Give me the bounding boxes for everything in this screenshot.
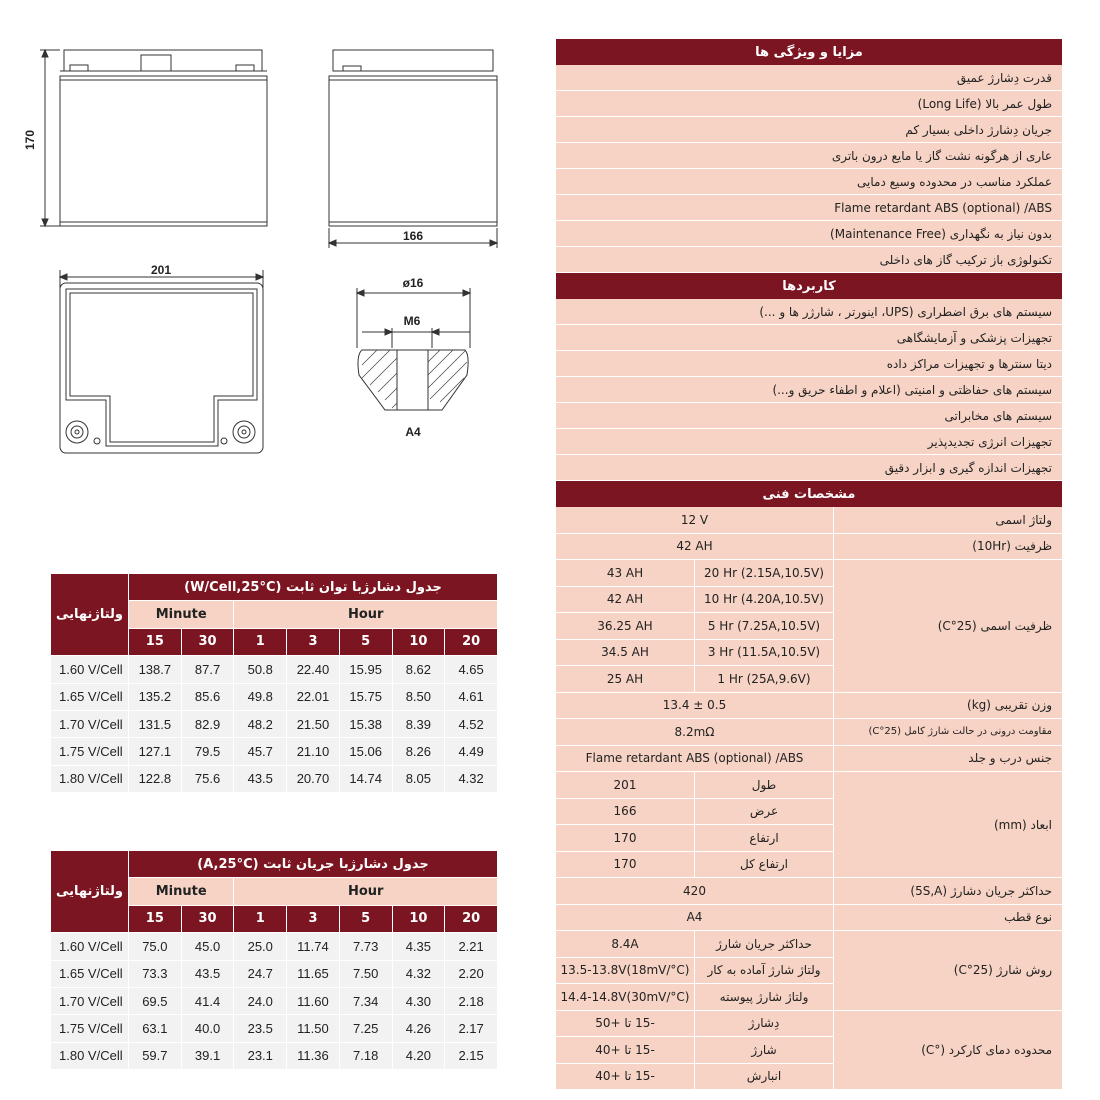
value-cell: 82.9 xyxy=(181,710,234,737)
value-cell: 131.5 xyxy=(129,710,182,737)
application-item: دیتا سنترها و تجهیزات مراکز داده xyxy=(556,351,1062,377)
rated-capacity-value: 25 AH xyxy=(556,666,694,692)
rated-capacity-value: 34.5 AH xyxy=(556,640,694,666)
rated-capacity-rate: 20 Hr (2.15A,10.5V) xyxy=(695,560,833,586)
terminal-detail-drawing xyxy=(357,288,470,410)
table-row xyxy=(51,933,498,960)
dimension-value: 201 xyxy=(556,772,694,798)
value-cell: 45.7 xyxy=(234,738,287,765)
value-cell: 43.5 xyxy=(181,960,234,987)
dimension-name: ارتفاع کل xyxy=(695,852,833,878)
temperature-range: -15 تا +50 xyxy=(556,1011,694,1037)
nominal-voltage-label: ولتاژ اسمی xyxy=(834,507,1062,533)
value-cell: 4.61 xyxy=(445,683,498,710)
hour-header: Hour xyxy=(234,878,498,905)
specs-grid xyxy=(556,507,1062,1089)
value-cell: 15.95 xyxy=(339,656,392,683)
case-label: جنس درب و جلد xyxy=(834,746,1062,772)
value-cell: 11.50 xyxy=(287,1015,340,1042)
value-cell: 7.18 xyxy=(339,1042,392,1069)
case-value: Flame retardant ABS (optional) /ABS xyxy=(556,746,833,772)
end-voltage-cell: 1.70 V/Cell xyxy=(51,987,129,1014)
value-cell: 4.32 xyxy=(392,960,445,987)
capacity-value: 42 AH xyxy=(556,534,833,560)
table-row xyxy=(51,683,498,710)
end-voltage-header: ولتاژنهایی xyxy=(51,574,129,656)
column-header: 20 xyxy=(445,905,498,932)
value-cell: 7.73 xyxy=(339,933,392,960)
rated-capacity-rate: 5 Hr (7.25A,10.5V) xyxy=(695,613,833,639)
features-title: مزایا و ویژگی ها xyxy=(556,39,1062,65)
depth-label: 166 xyxy=(402,229,424,243)
column-header: 10 xyxy=(392,905,445,932)
value-cell: 49.8 xyxy=(234,683,287,710)
charge-param-value: 14.4-14.8V(30mV/°C) xyxy=(556,984,694,1010)
value-cell: 73.3 xyxy=(129,960,182,987)
rated-capacity-value: 42 AH xyxy=(556,587,694,613)
column-header: 3 xyxy=(287,905,340,932)
value-cell: 69.5 xyxy=(129,987,182,1014)
features-list xyxy=(556,65,1062,273)
value-cell: 50.8 xyxy=(234,656,287,683)
value-cell: 40.0 xyxy=(181,1015,234,1042)
dimension-name: عرض xyxy=(695,799,833,825)
dimensions-label: ابعاد (mm) xyxy=(834,772,1062,877)
value-cell: 8.62 xyxy=(392,656,445,683)
end-voltage-cell: 1.75 V/Cell xyxy=(51,1015,129,1042)
terminal-hatching xyxy=(362,350,467,408)
value-cell: 22.40 xyxy=(287,656,340,683)
weight-value: 13.4 ± 0.5 xyxy=(556,693,833,719)
temperature-label: محدوده دمای کارکرد (°C) xyxy=(834,1011,1062,1090)
value-cell: 15.38 xyxy=(339,710,392,737)
value-cell: 63.1 xyxy=(129,1015,182,1042)
minute-header: Minute xyxy=(129,878,234,905)
minute-header: Minute xyxy=(129,601,234,628)
application-item: تجهیزات پزشکی و آزمایشگاهی xyxy=(556,325,1062,351)
charge-param-name: ولتاژ شارژ آماده به کار xyxy=(695,958,833,984)
end-voltage-header: ولتاژنهایی xyxy=(51,851,129,933)
table-row xyxy=(51,1042,498,1069)
weight-label: وزن تقریبی (kg) xyxy=(834,693,1062,719)
rated-capacity-label: ظرفیت اسمی (25°C) xyxy=(834,560,1062,692)
value-cell: 135.2 xyxy=(129,683,182,710)
feature-item: Flame retardant ABS (optional) /ABS xyxy=(556,195,1062,221)
value-cell: 4.52 xyxy=(445,710,498,737)
column-header: 15 xyxy=(129,628,182,655)
value-cell: 4.35 xyxy=(392,933,445,960)
feature-item: عملکرد مناسب در محدوده وسیع دمایی xyxy=(556,169,1062,195)
table-row xyxy=(51,987,498,1014)
front-view-drawing xyxy=(60,50,267,226)
table-title: جدول دشارژبا توان ثابت (W/Cell,25°C) xyxy=(129,574,498,601)
temperature-mode: شارژ xyxy=(695,1037,833,1063)
terminal-label: نوع قطب xyxy=(834,905,1062,931)
column-header: 1 xyxy=(234,628,287,655)
column-header: 1 xyxy=(234,905,287,932)
end-voltage-cell: 1.80 V/Cell xyxy=(51,1042,129,1069)
value-cell: 15.06 xyxy=(339,738,392,765)
value-cell: 4.32 xyxy=(445,765,498,792)
value-cell: 138.7 xyxy=(129,656,182,683)
value-cell: 8.05 xyxy=(392,765,445,792)
value-cell: 127.1 xyxy=(129,738,182,765)
value-cell: 15.75 xyxy=(339,683,392,710)
application-item: سیستم های مخابراتی xyxy=(556,403,1062,429)
value-cell: 8.26 xyxy=(392,738,445,765)
column-header: 30 xyxy=(181,628,234,655)
value-cell: 4.26 xyxy=(392,1015,445,1042)
application-item: تجهیزات انرژی تجدیدپذیر xyxy=(556,429,1062,455)
feature-item: تکنولوژی باز ترکیب گاز های داخلی xyxy=(556,247,1062,273)
table-title: جدول دشارژبا جریان ثابت (A,25°C) xyxy=(129,851,498,878)
value-cell: 39.1 xyxy=(181,1042,234,1069)
value-cell: 7.25 xyxy=(339,1015,392,1042)
dimension-value: 170 xyxy=(556,852,694,878)
max-current-label: حداکثر جریان دشارژ (5S,A) xyxy=(834,878,1062,904)
value-cell: 4.65 xyxy=(445,656,498,683)
end-voltage-cell: 1.65 V/Cell xyxy=(51,960,129,987)
value-cell: 8.39 xyxy=(392,710,445,737)
applications-list xyxy=(556,299,1062,481)
terminal-diameter-label: ø16 xyxy=(402,276,424,290)
value-cell: 11.65 xyxy=(287,960,340,987)
rated-capacity-value: 36.25 AH xyxy=(556,613,694,639)
feature-item: قدرت دِشارژ عمیق xyxy=(556,65,1062,91)
charge-param-name: ولتاژ شارژ پیوسته xyxy=(695,984,833,1010)
value-cell: 23.5 xyxy=(234,1015,287,1042)
technical-drawings xyxy=(0,0,540,470)
dimension-name: ارتفاع xyxy=(695,825,833,851)
value-cell: 87.7 xyxy=(181,656,234,683)
capacity-label: ظرفیت (10Hr) xyxy=(834,534,1062,560)
resistance-label: مقاومت درونی در حالت شارژ کامل (25°C) xyxy=(834,719,1062,745)
feature-item: طول عمر بالا (Long Life) xyxy=(556,91,1062,117)
feature-item: عاری از هرگونه نشت گاز یا مایع درون باتری xyxy=(556,143,1062,169)
nominal-voltage-value: 12 V xyxy=(556,507,833,533)
spec-panel xyxy=(556,39,1062,1089)
height-label: 170 xyxy=(23,129,37,151)
column-header: 10 xyxy=(392,628,445,655)
value-cell: 85.6 xyxy=(181,683,234,710)
terminal-thread-label: M6 xyxy=(403,314,421,328)
end-voltage-cell: 1.60 V/Cell xyxy=(51,656,129,683)
value-cell: 2.18 xyxy=(445,987,498,1014)
value-cell: 122.8 xyxy=(129,765,182,792)
dimension-value: 170 xyxy=(556,825,694,851)
rated-capacity-rate: 1 Hr (25A,9.6V) xyxy=(695,666,833,692)
column-header: 5 xyxy=(339,905,392,932)
end-voltage-cell: 1.80 V/Cell xyxy=(51,765,129,792)
hour-header: Hour xyxy=(234,601,498,628)
table-row xyxy=(51,1015,498,1042)
value-cell: 4.30 xyxy=(392,987,445,1014)
value-cell: 4.20 xyxy=(392,1042,445,1069)
max-current-value: 420 xyxy=(556,878,833,904)
dimension-name: طول xyxy=(695,772,833,798)
constant-current-table xyxy=(50,850,498,1070)
charge-param-name: حداکثر جریان شارژ xyxy=(695,931,833,957)
resistance-value: 8.2mΩ xyxy=(556,719,833,745)
value-cell: 75.0 xyxy=(129,933,182,960)
value-cell: 8.50 xyxy=(392,683,445,710)
value-cell: 43.5 xyxy=(234,765,287,792)
terminal-type-label: A4 xyxy=(405,425,421,439)
value-cell: 11.36 xyxy=(287,1042,340,1069)
height-dimension xyxy=(40,50,60,226)
application-item: سیستم های حفاظتی و امنیتی (اعلام و اطفاء حریق و...) xyxy=(556,377,1062,403)
value-cell: 24.0 xyxy=(234,987,287,1014)
value-cell: 7.50 xyxy=(339,960,392,987)
value-cell: 22.01 xyxy=(287,683,340,710)
value-cell: 21.50 xyxy=(287,710,340,737)
charge-param-value: 8.4A xyxy=(556,931,694,957)
application-item: سیستم های برق اضطراری (UPS، اینورتر ، شارژر ها و ...) xyxy=(556,299,1062,325)
value-cell: 48.2 xyxy=(234,710,287,737)
value-cell: 45.0 xyxy=(181,933,234,960)
value-cell: 23.1 xyxy=(234,1042,287,1069)
value-cell: 2.17 xyxy=(445,1015,498,1042)
value-cell: 75.6 xyxy=(181,765,234,792)
table-row xyxy=(51,738,498,765)
feature-item: جریان دِشارژ داخلی بسیار کم xyxy=(556,117,1062,143)
top-view-drawing xyxy=(60,283,263,453)
value-cell: 4.49 xyxy=(445,738,498,765)
value-cell: 25.0 xyxy=(234,933,287,960)
value-cell: 11.60 xyxy=(287,987,340,1014)
column-header: 30 xyxy=(181,905,234,932)
dimension-value: 166 xyxy=(556,799,694,825)
end-voltage-cell: 1.70 V/Cell xyxy=(51,710,129,737)
rated-capacity-rate: 3 Hr (11.5A,10.5V) xyxy=(695,640,833,666)
end-voltage-cell: 1.60 V/Cell xyxy=(51,933,129,960)
specs-title: مشخصات فنی xyxy=(556,481,1062,507)
charge-method-label: روش شارژ (25°C) xyxy=(834,931,1062,1010)
applications-title: کاربردها xyxy=(556,273,1062,299)
application-item: تجهیزات اندازه گیری و ابزار دقیق xyxy=(556,455,1062,481)
table-row xyxy=(51,656,498,683)
charge-param-value: 13.5-13.8V(18mV/°C) xyxy=(556,958,694,984)
value-cell: 2.20 xyxy=(445,960,498,987)
value-cell: 2.15 xyxy=(445,1042,498,1069)
temperature-range: -15 تا +40 xyxy=(556,1064,694,1090)
table-row xyxy=(51,765,498,792)
value-cell: 41.4 xyxy=(181,987,234,1014)
rated-capacity-value: 43 AH xyxy=(556,560,694,586)
value-cell: 24.7 xyxy=(234,960,287,987)
temperature-mode: انبارش xyxy=(695,1064,833,1090)
value-cell: 2.21 xyxy=(445,933,498,960)
end-voltage-cell: 1.75 V/Cell xyxy=(51,738,129,765)
value-cell: 20.70 xyxy=(287,765,340,792)
value-cell: 59.7 xyxy=(129,1042,182,1069)
constant-power-table xyxy=(50,573,498,793)
value-cell: 21.10 xyxy=(287,738,340,765)
width-label: 201 xyxy=(150,263,172,277)
temperature-range: -15 تا +40 xyxy=(556,1037,694,1063)
end-voltage-cell: 1.65 V/Cell xyxy=(51,683,129,710)
side-view-drawing xyxy=(329,50,497,226)
temperature-mode: دِشارژ xyxy=(695,1011,833,1037)
terminal-value: A4 xyxy=(556,905,833,931)
column-header: 3 xyxy=(287,628,340,655)
table-row xyxy=(51,710,498,737)
value-cell: 14.74 xyxy=(339,765,392,792)
value-cell: 7.34 xyxy=(339,987,392,1014)
column-header: 20 xyxy=(445,628,498,655)
table-row xyxy=(51,960,498,987)
feature-item: بدون نیاز به نگهداری (Maintenance Free) xyxy=(556,221,1062,247)
column-header: 15 xyxy=(129,905,182,932)
value-cell: 11.74 xyxy=(287,933,340,960)
rated-capacity-rate: 10 Hr (4.20A,10.5V) xyxy=(695,587,833,613)
column-header: 5 xyxy=(339,628,392,655)
value-cell: 79.5 xyxy=(181,738,234,765)
